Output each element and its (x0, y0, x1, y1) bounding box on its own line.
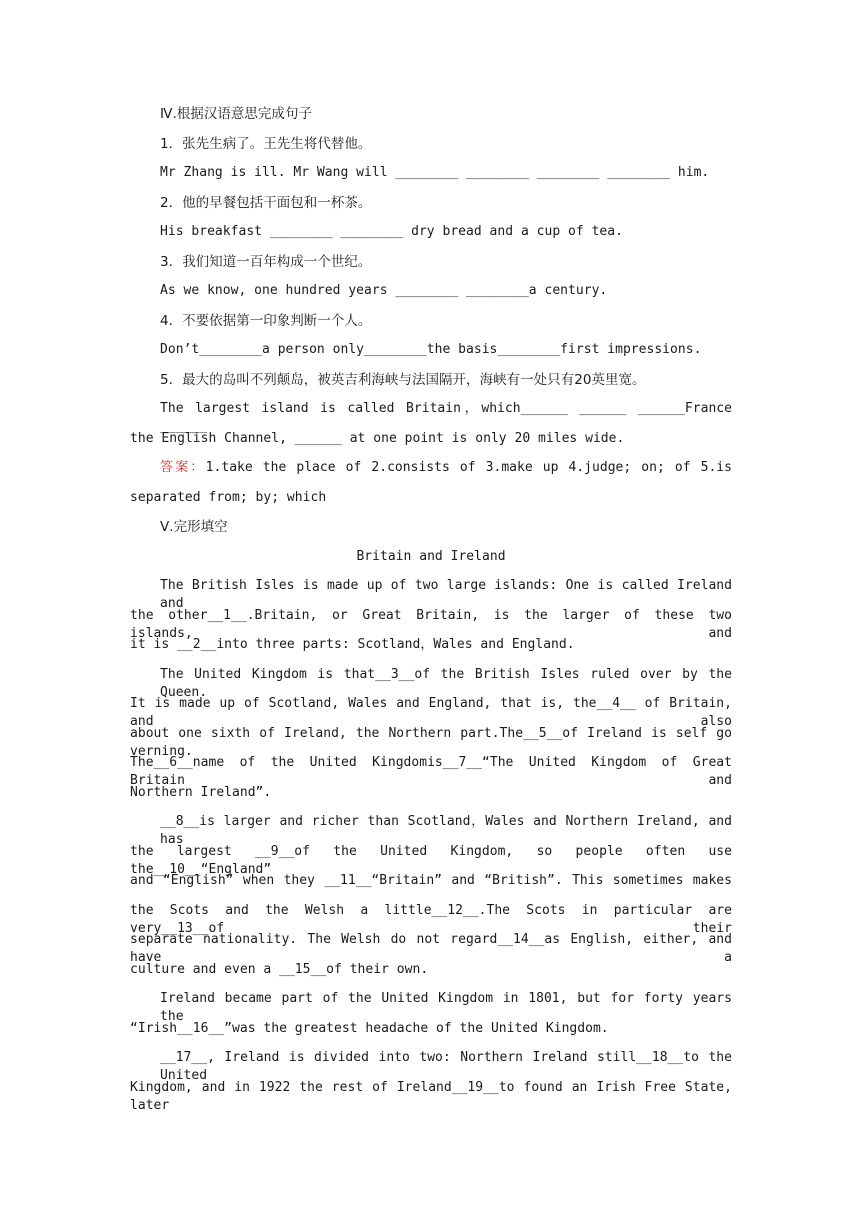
answer-text-1: 1.take the place of 2.consists of 3.make up 4.judge; on; of 5.is (205, 460, 733, 475)
passage-line: “Irish__16__”was the greatest headache of the United Kingdom. (130, 1021, 609, 1036)
answer-line-2: separated from; by; which (130, 490, 327, 505)
passage-line: and “English” when they __11__“Britain” and “British”. This sometimes makes (130, 873, 732, 888)
passage-line: the Scots and the Welsh a little__12__.The Scots in particular are very__13__of their (130, 903, 732, 936)
passage-line: It is made up of Scotland, Wales and England, that is, the__4__ of Britain, and also (130, 696, 732, 729)
question-4-chinese: 4．不要依据第一印象判断一个人。 (160, 313, 372, 329)
answer-label: 答案： (160, 460, 206, 475)
passage-line: The United Kingdom is that__3__of the British Isles ruled over by the Queen. (160, 667, 732, 700)
question-5-english-line-1: The largest island is called Britain，which______ ______ ______France ______ (160, 401, 732, 434)
passage-line: the other__1__.Britain, or Great Britain, is the larger of these two islands, and (130, 608, 732, 641)
question-3-english: As we know, one hundred years ________ ________a century. (160, 283, 608, 298)
question-5-chinese: 5．最大的岛叫不列颠岛，被英吉利海峡与法国隔开，海峡有一处只有20英里宽。 (160, 372, 646, 388)
passage-line: separate nationality. The Welsh do not regard__14__as English, either, and have a (130, 932, 732, 965)
question-3-chinese: 3．我们知道一百年构成一个世纪。 (160, 254, 372, 270)
section-4-title: Ⅳ.根据汉语意思完成句子 (160, 106, 312, 122)
passage-line: culture and even a __15__of their own. (130, 962, 429, 977)
question-2-english: His breakfast ________ ________ dry bread and a cup of tea. (160, 224, 623, 239)
passage-line: Northern Ireland”. (130, 785, 272, 800)
passage-line: the largest __9__of the United Kingdom, so people often use the__10__“England” (130, 844, 732, 877)
passage-line: __8__is larger and richer than Scotland，Wales and Northern Ireland, and has (160, 814, 732, 847)
section-5-title: Ⅴ.完形填空 (160, 519, 228, 535)
answer-line-1 (160, 459, 732, 477)
passage-line: Ireland became part of the United Kingdom in 1801, but for forty years the (160, 991, 732, 1024)
question-5-english-line-2: the English Channel, ______ at one point is only 20 miles wide. (130, 431, 625, 446)
question-4-english: Don’t________a person only________the basis________first impressions. (160, 342, 702, 357)
passage-line: Kingdom, and in 1922 the rest of Ireland__19__to found an Irish Free State, later (130, 1080, 732, 1113)
question-2-chinese: 2．他的早餐包括干面包和一杯茶。 (160, 195, 372, 211)
passage-line: The__6__name of the United Kingdomis__7__“The United Kingdom of Great Britain and (130, 755, 732, 788)
question-1-english: Mr Zhang is ill. Mr Wang will ________ ________ ________ ________ him. (160, 165, 710, 180)
passage-line: about one sixth of Ireland, the Northern part.The__5__of Ireland is self go verning. (130, 726, 732, 759)
passage-line: The British Isles is made up of two large islands: One is called Ireland and (160, 578, 732, 611)
passage-line: it is __2__into three parts: Scotland，Wales and England. (130, 637, 575, 652)
passage-line: __17__, Ireland is divided into two: Northern Ireland still__18__to the United (160, 1050, 732, 1083)
question-1-chinese: 1．张先生病了。王先生将代替他。 (160, 136, 372, 152)
passage-title: Britain and Ireland (356, 549, 506, 564)
